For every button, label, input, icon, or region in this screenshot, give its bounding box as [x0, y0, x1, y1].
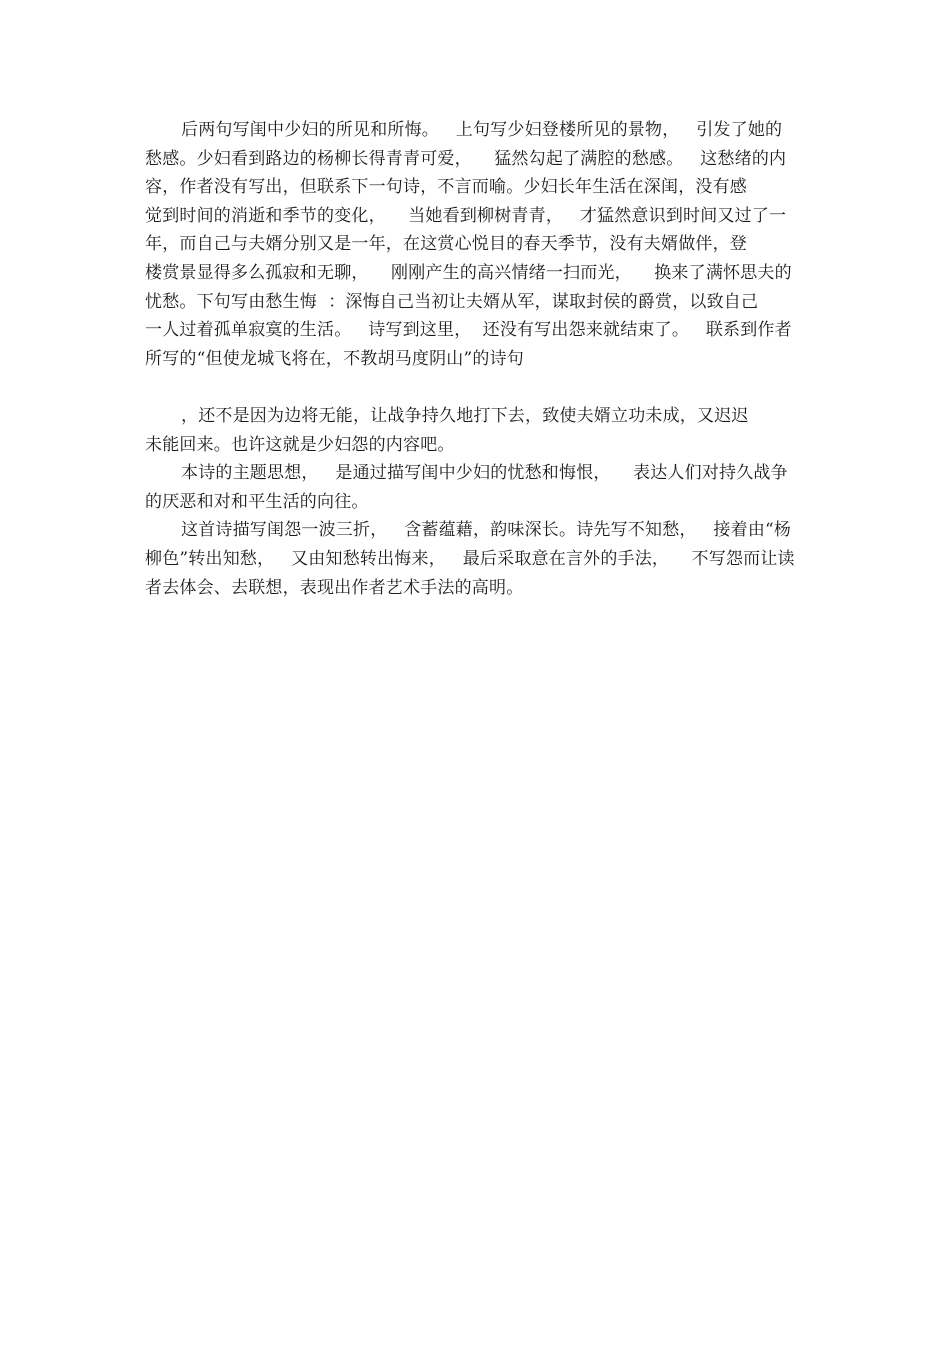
text-line: 未能回来。也许这就是少妇怨的内容吧。: [145, 434, 455, 455]
text-block-1: [145, 116, 805, 373]
text-line: 楼赏景显得多么孤寂和无聊， 刚刚产生的高兴情绪一扫而光， 换来了满怀思夫的: [145, 262, 792, 283]
text-line: 忧愁。下句写由愁生悔 ：深悔自己当初让夫婿从军，谋取封侯的爵赏，以致自己: [145, 291, 759, 312]
text-line: 一人过着孤单寂寞的生活。 诗写到这里， 还没有写出怨来就结束了。 联系到作者: [145, 320, 792, 341]
text-line: 容，作者没有写出，但联系下一句诗，不言而喻。少妇长年生活在深闺，没有感: [145, 177, 747, 198]
text-line: 柳色”转出知愁， 又由知愁转出悔来， 最后采取意在言外的手法， 不写怨而让读: [145, 548, 795, 569]
text-line: 愁感。少妇看到路边的杨柳长得青青可爱， 猛然勾起了满腔的愁感。 这愁绪的内: [145, 148, 787, 169]
text-line: 这首诗描写闺怨一波三折， 含蓄蕴藉，韵味深长。诗先写不知愁， 接着由“杨: [181, 520, 792, 541]
text-line: 后两句写闺中少妇的所见和所悔。 上句写少妇登楼所见的景物， 引发了她的: [181, 120, 783, 140]
text-block-2: [145, 402, 805, 602]
text-line: 本诗的主题思想， 是通过描写闺中少妇的忧愁和悔恨， 表达人们对持久战争: [181, 463, 788, 484]
text-line: 觉到时间的消逝和季节的变化， 当她看到柳树青青， 才猛然意识到时间又过了一: [145, 205, 787, 226]
text-line: ，还不是因为边将无能，让战争持久地打下去，致使夫婿立功未成，又迟迟: [181, 406, 749, 426]
text-line: 年，而自己与夫婿分别又是一年，在这赏心悦目的春天季节，没有夫婿做伴，登: [145, 234, 747, 255]
text-line: 的厌恶和对和平生活的向往。: [145, 491, 369, 512]
text-line: 者去体会、去联想，表现出作者艺术手法的高明。: [145, 577, 524, 598]
text-line: 所写的“但使龙城飞将在，不教胡马度阴山”的诗句: [145, 348, 524, 369]
